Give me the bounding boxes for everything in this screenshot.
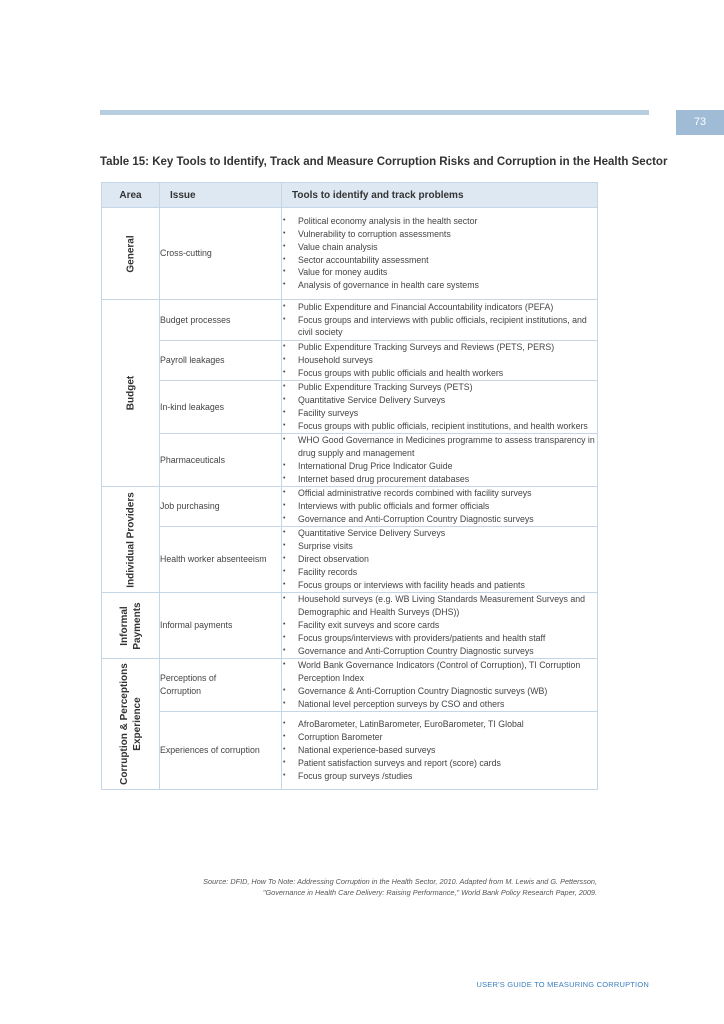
tools-cell [282, 381, 598, 434]
tools-list [282, 381, 597, 433]
tools-list [282, 487, 597, 526]
tools-list [282, 527, 597, 592]
list-item: • Household surveys [282, 354, 597, 367]
area-label: Informal Payments [118, 601, 143, 650]
tools-list [282, 301, 597, 340]
issue-cell: Cross-cutting [160, 208, 282, 300]
table-row [102, 341, 598, 381]
table-header-row [102, 183, 598, 208]
source-note: Source: DFID, How To Note: Addressing Corruption in the Health Sector, 2010. Adapted from M. Lewis and G. Pettersson, "Governance in Health Care Delivery: Raising Performance," World Bank Policy Research Paper, 2009. [203, 877, 597, 897]
top-rule [100, 110, 649, 115]
table-row [102, 487, 598, 527]
header-area: Area [102, 183, 160, 208]
list-item: • Public Expenditure Tracking Surveys and Reviews (PETS, PERS) [282, 341, 597, 354]
list-item: • WHO Good Governance in Medicines programme to assess transparency in drug supply and management [282, 434, 597, 460]
header-tools: Tools to identify and track problems [282, 183, 598, 208]
issue-cell: Pharmaceuticals [160, 434, 282, 487]
list-item: • Facility records [282, 566, 597, 579]
table-row [102, 208, 598, 300]
list-item: • Public Expenditure Tracking Surveys (PETS) [282, 381, 597, 394]
list-item: • Focus groups/interviews with providers/patients and health staff [282, 632, 597, 645]
table-row [102, 659, 598, 712]
list-item: • National experience-based surveys [282, 744, 597, 757]
tools-list [282, 434, 597, 486]
issue-cell: Job purchasing [160, 487, 282, 527]
list-item: • Direct observation [282, 553, 597, 566]
table-row [102, 381, 598, 434]
list-item: • Household surveys (e.g. WB Living Standards Measurement Surveys and Demographic and Health Surveys (DHS)) [282, 593, 597, 619]
list-item: • Analysis of governance in health care systems [282, 279, 597, 292]
list-item: • Political economy analysis in the health sector [282, 215, 597, 228]
tools-list [282, 593, 597, 658]
list-item: • Internet based drug procurement databases [282, 473, 597, 486]
list-item: • Vulnerability to corruption assessments [282, 228, 597, 241]
table-title: Table 15: Key Tools to Identify, Track and Measure Corruption Risks and Corruption in the Health Sector [100, 156, 668, 168]
list-item: • Focus group surveys /studies [282, 770, 597, 783]
list-item: • International Drug Price Indicator Guide [282, 460, 597, 473]
table-row [102, 593, 598, 659]
list-item: • Quantitative Service Delivery Surveys [282, 394, 597, 407]
table-row [102, 434, 598, 487]
list-item: • Focus groups and interviews with public officials, recipient institutions, and civil society [282, 314, 597, 340]
list-item: • World Bank Governance Indicators (Control of Corruption), TI Corruption Perception Index [282, 659, 597, 685]
tools-cell [282, 593, 598, 659]
list-item: • Interviews with public officials and former officials [282, 500, 597, 513]
area-cell-corruption-perceptions [102, 659, 160, 790]
area-cell-informal-payments [102, 593, 160, 659]
tools-list [282, 718, 597, 783]
list-item: • National level perception surveys by CSO and others [282, 698, 597, 711]
area-label: Individual Providers [125, 491, 136, 588]
header-issue: Issue [160, 183, 282, 208]
footer-title: USER'S GUIDE TO MEASURING CORRUPTION [476, 980, 649, 989]
issue-cell: Perceptions of Corruption [160, 659, 282, 712]
list-item: • Surprise visits [282, 540, 597, 553]
area-label: General [125, 234, 136, 273]
list-item: • Facility exit surveys and score cards [282, 619, 597, 632]
issue-cell: Informal payments [160, 593, 282, 659]
list-item: • Patient satisfaction surveys and report (score) cards [282, 757, 597, 770]
list-item: • Governance and Anti-Corruption Country Diagnostic surveys [282, 645, 597, 658]
page-number: 73 [676, 110, 724, 135]
list-item: • AfroBarometer, LatinBarometer, EuroBarometer, TI Global [282, 718, 597, 731]
area-cell-general [102, 208, 160, 300]
tools-cell [282, 712, 598, 790]
tools-cell [282, 659, 598, 712]
tools-cell [282, 300, 598, 341]
issue-cell: In-kind leakages [160, 381, 282, 434]
list-item: • Focus groups or interviews with facility heads and patients [282, 579, 597, 592]
list-item: • Sector accountability assessment [282, 254, 597, 267]
tools-list [282, 215, 597, 292]
tools-cell [282, 434, 598, 487]
tools-list [282, 659, 597, 711]
tools-cell [282, 487, 598, 527]
list-item: • Public Expenditure and Financial Accountability indicators (PEFA) [282, 301, 597, 314]
tools-table [101, 182, 598, 790]
area-label: Corruption & Perceptions Experience [118, 663, 143, 785]
area-label: Budget [125, 375, 136, 411]
table-row [102, 300, 598, 341]
table-row [102, 527, 598, 593]
list-item: • Value chain analysis [282, 241, 597, 254]
list-item: • Focus groups with public officials and health workers [282, 367, 597, 380]
area-cell-budget [102, 300, 160, 487]
list-item: • Facility surveys [282, 407, 597, 420]
tools-list [282, 341, 597, 380]
list-item: • Governance and Anti-Corruption Country Diagnostic surveys [282, 513, 597, 526]
tools-cell [282, 341, 598, 381]
issue-cell: Health worker absenteeism [160, 527, 282, 593]
tools-cell [282, 527, 598, 593]
table-row [102, 712, 598, 790]
issue-cell: Payroll leakages [160, 341, 282, 381]
list-item: • Official administrative records combined with facility surveys [282, 487, 597, 500]
list-item: • Value for money audits [282, 266, 597, 279]
tools-cell [282, 208, 598, 300]
issue-cell: Budget processes [160, 300, 282, 341]
list-item: • Focus groups with public officials, recipient institutions, and health workers [282, 420, 597, 433]
list-item: • Corruption Barometer [282, 731, 597, 744]
issue-cell: Experiences of corruption [160, 712, 282, 790]
list-item: • Governance & Anti-Corruption Country Diagnostic surveys (WB) [282, 685, 597, 698]
area-cell-individual-providers [102, 487, 160, 593]
list-item: • Quantitative Service Delivery Surveys [282, 527, 597, 540]
